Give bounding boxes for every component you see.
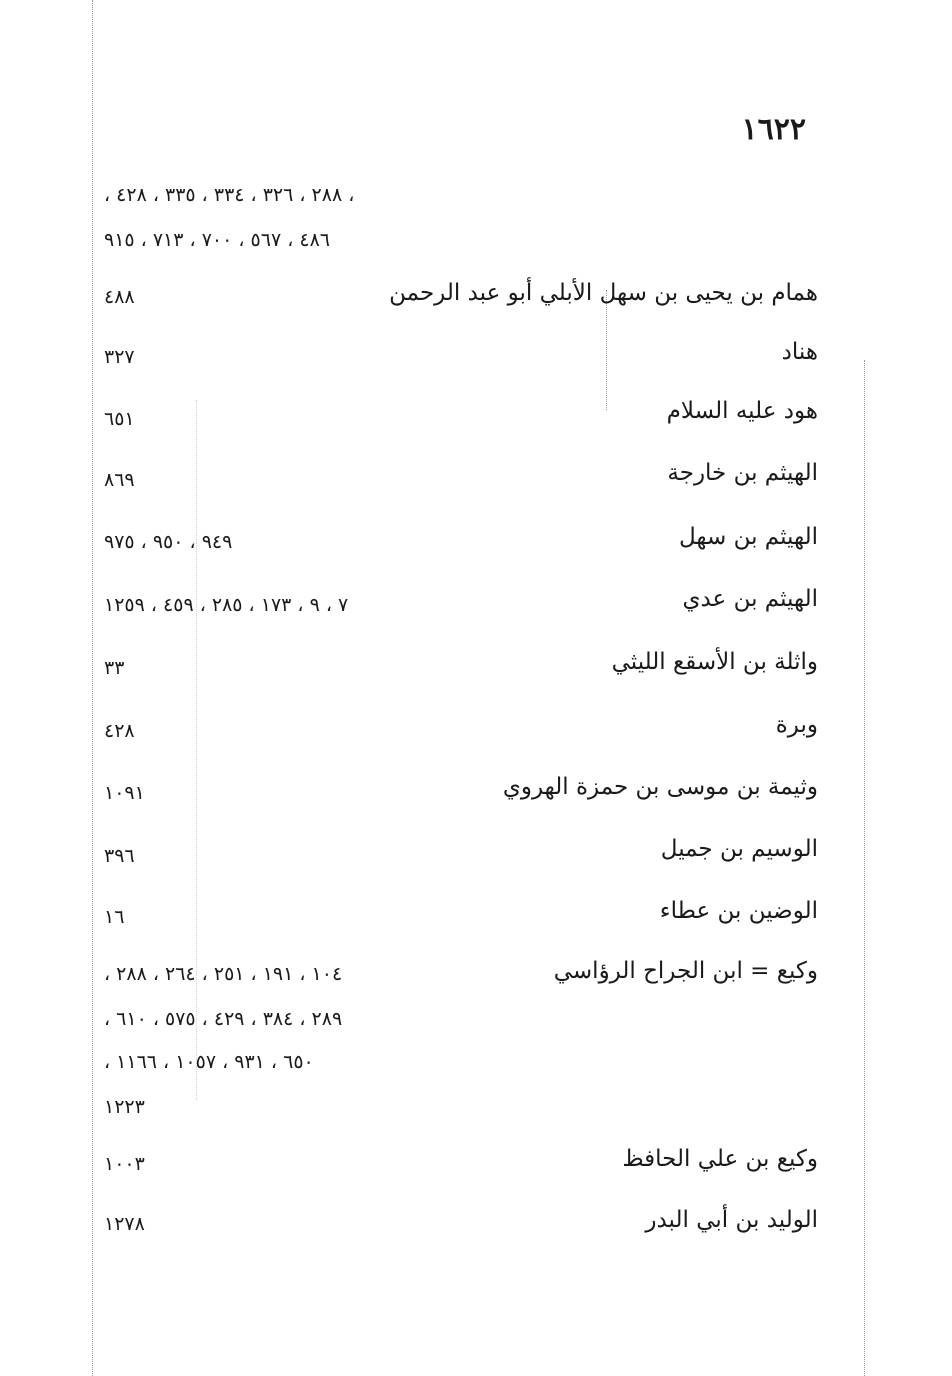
entry-name: وبرة (775, 712, 818, 738)
entry-name: وكيع بن علي الحافظ (622, 1146, 818, 1172)
entry-pages: ١٢٧٨ (104, 1213, 145, 1235)
entry-pages: ٣٣ (104, 657, 125, 679)
entry-pages: ٨٦٩ (104, 469, 135, 491)
entry-pages: ١٠٩١ (104, 782, 145, 804)
entry-name: هناد (781, 339, 818, 365)
scan-guide-line (92, 0, 93, 1376)
entry-name: الهيثم بن خارجة (667, 460, 818, 486)
entry-name: الوليد بن أبي البدر (645, 1207, 818, 1233)
entry-pages: ١٠٠٣ (104, 1153, 145, 1175)
entry-name: الوسيم بن جميل (660, 836, 818, 862)
entry-name: همام بن يحيى بن سهل الأبلي أبو عبد الرحمن (389, 280, 818, 306)
entry-name: واثلة بن الأسقع الليثي (611, 649, 818, 675)
entry-pages: ٦٥٠ ، ٩٣١ ، ١٠٥٧ ، ١١٦٦ ، (104, 1051, 314, 1073)
entry-pages: ٧ ، ٩ ، ١٧٣ ، ٢٨٥ ، ٤٥٩ ، ١٢٥٩ (104, 594, 349, 616)
entry-name: هود عليه السلام (666, 398, 818, 424)
entry-name: الوضين بن عطاء (659, 898, 818, 924)
scan-guide-line (606, 290, 607, 410)
entry-name: الهيثم بن سهل (678, 524, 818, 550)
entry-pages: ٣٢٧ (104, 346, 135, 368)
page-number: ١٦٢٢ (741, 112, 806, 147)
continuation-line: ، ٢٨٨ ، ٣٢٦ ، ٣٣٤ ، ٣٣٥ ، ٤٢٨ ، (104, 184, 355, 206)
entry-pages: ٦٥١ (104, 408, 135, 430)
entry-pages: ٤٨٨ (104, 286, 135, 308)
entry-name: الهيثم بن عدي (682, 586, 818, 612)
scan-guide-line (864, 360, 865, 1376)
scan-guide-line (196, 400, 197, 1100)
entry-pages: ٩٤٩ ، ٩٥٠ ، ٩٧٥ (104, 531, 233, 553)
entry-pages: ١٦ (104, 906, 125, 928)
entry-pages: ٤٢٨ (104, 720, 135, 742)
entry-name: وكيع = ابن الجراح الرؤاسي (553, 958, 818, 984)
continuation-line: ٤٨٦ ، ٥٦٧ ، ٧٠٠ ، ٧١٣ ، ٩١٥ (104, 229, 330, 251)
entry-pages: ١٢٢٣ (104, 1096, 145, 1118)
entry-pages: ١٠٤ ، ١٩١ ، ٢٥١ ، ٢٦٤ ، ٢٨٨ ، (104, 963, 343, 985)
entry-pages: ٢٨٩ ، ٣٨٤ ، ٤٢٩ ، ٥٧٥ ، ٦١٠ ، (104, 1008, 343, 1030)
entry-name: وثيمة بن موسى بن حمزة الهروي (502, 774, 818, 800)
entry-pages: ٣٩٦ (104, 845, 135, 867)
